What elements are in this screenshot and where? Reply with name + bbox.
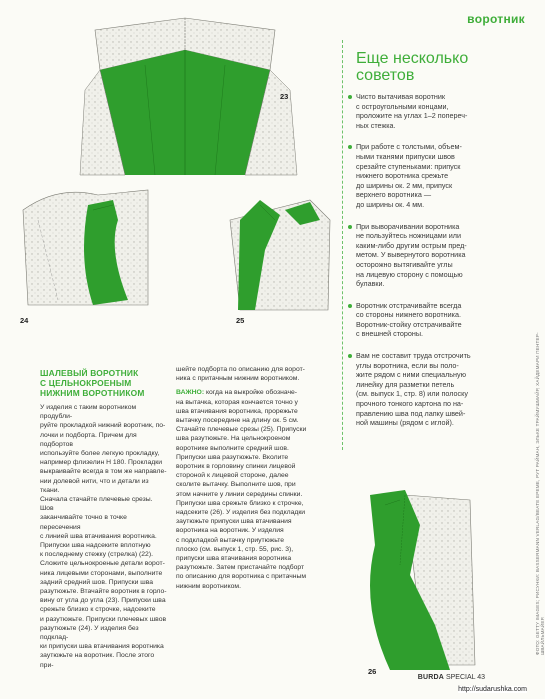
- text-line: Припуски шва разутюжьте. Вколите: [176, 453, 289, 461]
- text-line: Сначала стачайте плечевые срезы. Шов: [40, 496, 153, 513]
- text-line: когда на выкройке обозначе-: [204, 389, 298, 397]
- text-line: разутюжьте. Втачайте воротник в горло-: [40, 588, 167, 596]
- text-line: воротника на воротник. У изделия: [176, 527, 284, 535]
- tip-line: углы воротника, если вы поло-: [356, 360, 459, 370]
- text-line: шва втачивания воротника, прорежьте: [176, 407, 298, 415]
- text-line: разутюжьте (24). У изделия без подклад-: [40, 624, 139, 642]
- text-line: ника лицевыми сторонами, выполните: [40, 569, 163, 577]
- figure-23-number: 23: [280, 92, 289, 101]
- tip-line: до ширины ок. 4 мм.: [356, 199, 425, 209]
- warn-line: [176, 388, 324, 397]
- text-line: заутюжьте припуски шва втачивания: [176, 518, 292, 526]
- tip-line: с остроугольными концами,: [356, 101, 449, 111]
- text-line: например флизелин H 180. Прокладки: [40, 459, 163, 467]
- tip-line: верхнего воротника —: [356, 190, 432, 200]
- text-line: вину от угла до угла (23). Припуски шва: [40, 597, 166, 605]
- text-line: выкраивайте всегда в том же направле-: [40, 468, 167, 476]
- page-footer: [418, 674, 485, 681]
- tip-line: жите рядом с ними специальную: [356, 370, 466, 380]
- text-line: У изделия с таким воротником продубли-: [40, 404, 137, 421]
- tip-5: [356, 351, 512, 428]
- text-line: воротник в горловину спинки лицевой: [176, 463, 296, 471]
- footer-brand: BURDA: [417, 674, 444, 681]
- text-line: заканчивайте точно в точке пересечения: [40, 514, 127, 531]
- text-line: ки припуски шва втачивания воротника: [40, 643, 164, 651]
- text-line: воротнике выполните средний шов.: [176, 444, 289, 452]
- text-line: надсеките (26). У изделия без подкладки: [176, 509, 306, 517]
- text-line: сколите вытачку. Выполните шов, при: [176, 481, 296, 489]
- photo-credit: ФОТО: GETTY IMAGES; РИСУНКИ: BASSERMANN VERLAG/BEATE ЕРЕМЕ, РУТ РАЙМАН, ЭЛЬКЕ ТРАЙМУШМАЙР, ХАЙДЕМАРИ ПЕНТЕР-ШВАЙЛЬМАЙЕР.: [535, 332, 545, 655]
- tip-4: [356, 301, 512, 339]
- watermark-url: http://sudarushka.com: [458, 686, 527, 693]
- tip-line: правлению шва под лапку швей-: [356, 408, 466, 418]
- warn-label: ВАЖНО:: [176, 389, 205, 397]
- text-line: с линией шва втачивания воротника.: [40, 532, 157, 540]
- text-line: руйте прокладкой нижний воротник, по-: [40, 422, 166, 430]
- text-line: Припуски шва срежьте близко к строчке,: [176, 499, 304, 507]
- tip-line: срезайте ступеньками: припуск: [356, 161, 461, 171]
- tip-line: со стороны нижнего воротника.: [356, 310, 461, 320]
- tip-line: При выворачивании воротника: [356, 221, 460, 231]
- figure-25-number: 25: [236, 316, 245, 325]
- tip-line: не пользуйтесь ножницами или: [356, 231, 461, 241]
- article-heading: [40, 368, 180, 398]
- article-column-1: [40, 403, 167, 670]
- text-line: нижним воротником.: [176, 582, 241, 590]
- tip-line: Чисто вытачивая воротник: [356, 92, 446, 101]
- tip-line: с внешней стороны.: [356, 329, 424, 339]
- figure-23-garment: [75, 10, 305, 185]
- tip-line: ной машины (рядом с иглой).: [356, 418, 454, 428]
- text-line: используйте более легкую прокладку,: [40, 450, 160, 458]
- tip-line: ными тканями припуски швов: [356, 151, 455, 161]
- figure-26-number: 26: [368, 667, 377, 676]
- tip-line: нижнего воротника срежьте: [356, 171, 449, 181]
- page-number: 43: [477, 674, 485, 681]
- tip-line: до ширины ок. 2 мм, припуск: [356, 180, 453, 190]
- text-line: по описанию для воротника с притачным: [176, 573, 307, 581]
- tip-line: булавки.: [356, 279, 385, 289]
- tip-line: каким-либо другим острым пред-: [356, 240, 467, 250]
- tips-column: [342, 50, 512, 440]
- text-line: нии долевой нити, что и детали из ткани.: [40, 477, 149, 494]
- tip-line: линейку для разметки петель: [356, 379, 455, 389]
- text-line: срежьте близко к строчке, надсеките: [40, 606, 156, 614]
- text-line: Стачайте плечевые срезы (25). Припуски: [176, 426, 307, 434]
- text-line: и разутюжьте. Припуски плечевых швов: [40, 615, 167, 623]
- tips-title-line2: советов: [356, 67, 415, 84]
- tips-title-line1: Еще несколько: [356, 50, 469, 67]
- text-line: задний средний шов. Припуски шва: [40, 578, 154, 586]
- figure-24-number: 24: [20, 316, 29, 325]
- heading-line: ШАЛЕВЫЙ ВОРОТНИК: [40, 368, 139, 378]
- text-line: разутюжьте. Затем пристачайте подборт: [176, 564, 305, 572]
- text-line: ника с притачным нижним воротником.: [176, 375, 300, 383]
- text-line: Сложите цельнокроеные детали ворот-: [40, 560, 165, 568]
- text-line: Припуски шва надсеките вплотную: [40, 542, 151, 550]
- tip-line: При работе с толстыми, объем-: [356, 142, 462, 152]
- footer-special: SPECIAL: [445, 674, 476, 681]
- section-tag: воротник: [467, 12, 525, 26]
- tip-line: Вам не составит труда отстрочить: [356, 351, 471, 361]
- tip-line: на лицевую сторону с помощью: [356, 269, 463, 279]
- text-line: вытачку посередине на длину ок. 5 см.: [176, 417, 299, 425]
- text-line: плоско (см. выпуск 1, стр. 55, рис. 3),: [176, 545, 294, 553]
- text-line: к последнему стежку (стрелка) (22).: [40, 551, 153, 559]
- text-line: шва разутюжьте. На цельнокроеном: [176, 435, 291, 443]
- text-line: на вытачка, которая кончается точно у: [176, 398, 298, 406]
- text-line: лочки и подборта. Причем для подбортов: [40, 431, 137, 448]
- article-column-2: [176, 365, 324, 591]
- tip-line: Воротник-стойку отстрачивайте: [356, 319, 462, 329]
- heading-line: С ЦЕЛЬНОКРОЕНЫМ: [40, 378, 132, 388]
- text-line: шейте подборта по описанию для ворот-: [176, 366, 305, 373]
- tips-title: [356, 50, 512, 84]
- text-line: с подкладкой вытачку приутюжьте: [176, 536, 285, 544]
- text-line: припуски шва втачивания воротника: [176, 555, 292, 563]
- figure-25-shoulder-detail: [200, 190, 335, 315]
- tip-2: [356, 142, 512, 209]
- text-line: стороной к лицевой стороне, далее: [176, 472, 289, 480]
- tip-line: (см. выпуск 1, стр. 8) или полоску: [356, 389, 468, 399]
- tip-line: прочного тонкого картона по на-: [356, 399, 464, 409]
- text-line: этом начните у линии середины спинки.: [176, 490, 303, 498]
- figure-24-collar-detail: [18, 180, 158, 315]
- tip-3: [356, 222, 512, 289]
- tip-line: Воротник отстрачивайте всегда: [356, 300, 462, 310]
- tip-line: ных стежка.: [356, 120, 396, 130]
- figure-26-shawl-collar: [350, 485, 485, 675]
- text-line: заутюжьте на воротник. После этого при-: [40, 652, 155, 669]
- tip-1: [356, 92, 512, 130]
- heading-line: НИЖНИМ ВОРОТНИКОМ: [40, 388, 145, 398]
- tip-line: проложите на углах 1–2 попереч-: [356, 111, 468, 121]
- tip-line: осторожно вытягивайте углы: [356, 259, 453, 269]
- tip-line: метом. У вывернутого воротника: [356, 250, 466, 260]
